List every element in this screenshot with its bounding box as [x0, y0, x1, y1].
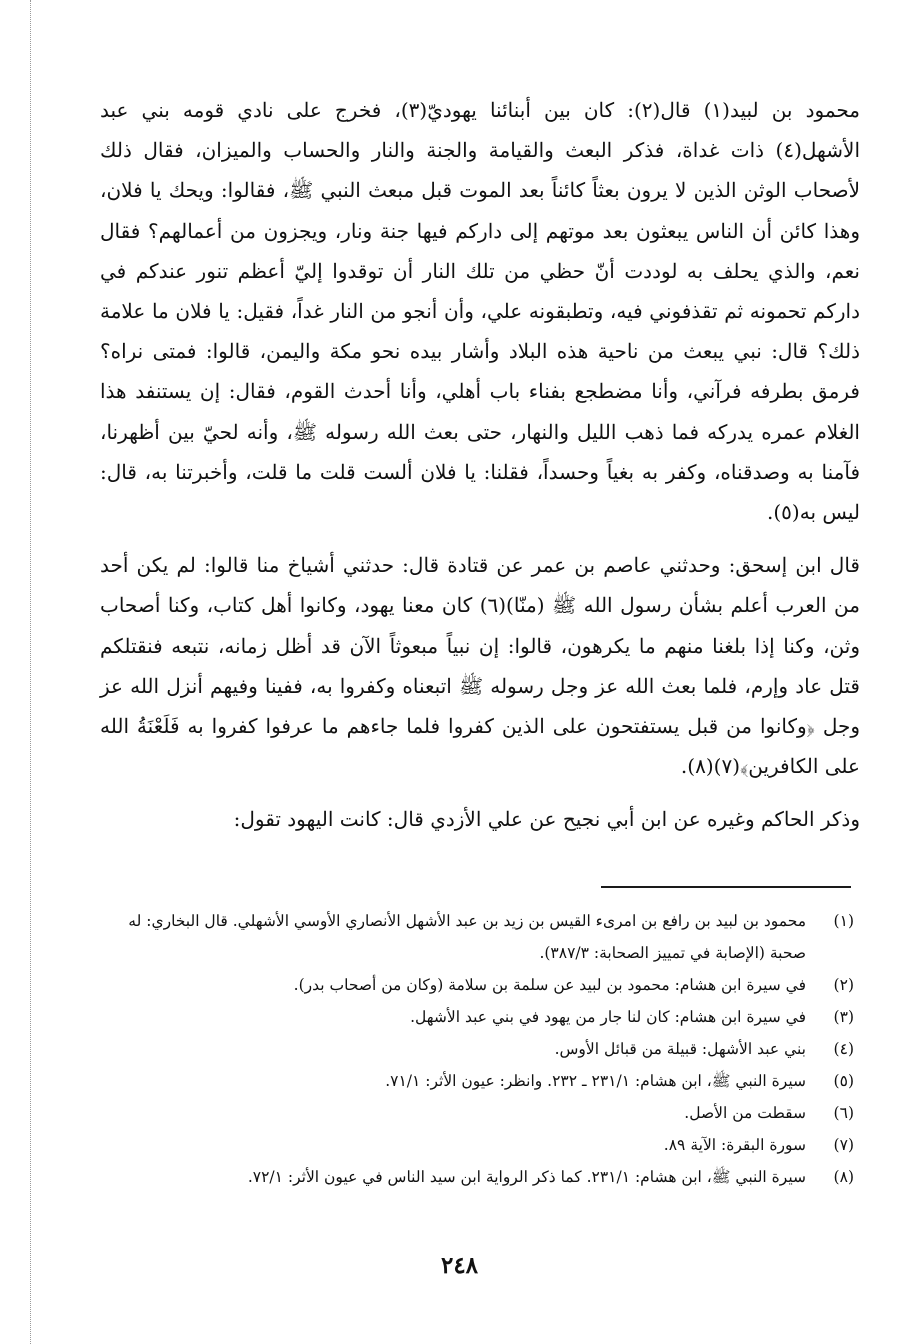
scan-edge-dotted-line [30, 0, 31, 1344]
footnote-number: (٥) [833, 1072, 854, 1090]
footnote-text: في سيرة ابن هشام: محمود بن لبيد عن سلمة بن سلامة (وكان من أصحاب بدر). [293, 976, 806, 994]
footnote-number: (٢) [833, 976, 854, 994]
footnote-4 [100, 1033, 860, 1065]
body-paragraph-3: وذكر الحاكم وغيره عن ابن أبي نجيح عن علي الأزدي قال: كانت اليهود تقول: [233, 807, 860, 832]
footnotes-list [100, 905, 860, 1193]
body-paragraph-1: محمود بن لبيد(١) قال(٢): كان بين أبنائنا يهوديّ(٣)، فخرج على نادي قومه بني عبد الأشهل(٤) ذات غداة، فذكر البعث والقيامة والجنة والنار والحساب والميزان، فقال ذلك لأصحاب الوثن الذين لا يرون بعثاً كائناً بعد الموت قبل مبعث النبي ﷺ، فقالوا: ويحك يا فلان، وهذا كائن أن الناس يبعثون بعد موتهم إلى داركم فيها جنة ونار، ويجزون من أعمالهم؟ فقال نعم، والذي يحلف به لوددت أنّ حظي من تلك النار أن توقدوا إليّ أعظم تنور عندكم في داركم تحمونه ثم تقذفوني فيه، وتطبقونه علي، وأن أنجو من النار غداً، فقيل: يا فلان ما علامة ذلك؟ قال: نبي يبعث من ناحية هذه البلاد وأشار بيده نحو مكة واليمن، قالوا: فمتى نراه؟ فرمق بطرفه فرآني، وأنا مضطجع بفناء باب أهلي، وأنا أحدث القوم، فقال: إن يستنفد هذا الغلام عمره يدركه فما ذهب الليل والنهار، حتى بعث الله رسوله ﷺ، وأنه لحيّ بين أظهرنا، فآمنا به وصدقناه، وكفر به بغياً وحسداً، فقلنا: يا فلان ألست قلت ما قلت، وأخبرتنا به، قال: ليس به(٥). [100, 98, 860, 525]
page-number: ٢٤٨ [440, 1252, 479, 1279]
body-paragraph-2: قال ابن إسحق: وحدثني عاصم بن عمر عن قتادة قال: حدثني أشياخ منا قالوا: لم يكن أحد من العرب أعلم بشأن رسول الله ﷺ (منّا)(٦) كان معنا يهود، وكانوا أهل كتاب، وكنا أصحاب وثن، وكنا إذا بلغنا منهم ما يكرهون، قالوا: إن نبياً مبعوثاً الآن قد أظل زمانه، نتبعه فنقتلكم قتل عاد وإرم، فلما بعث الله عز وجل رسوله ﷺ اتبعناه وكفروا به، ففينا وفيهم أنزل الله عز وجل ﴿وكانوا من قبل يستفتحون على الذين كفروا فلما جاءهم ما عرفوا كفروا به فَلَعْنَةُ الله على الكافرين﴾(٧)(٨). [100, 553, 860, 779]
main-text-block [100, 90, 860, 840]
footnote-number: (٦) [833, 1104, 854, 1122]
footnote-text: سورة البقرة: الآية ٨٩. [663, 1136, 806, 1154]
footnote-text: في سيرة ابن هشام: كان لنا جار من يهود في بني عبد الأشهل. [410, 1008, 806, 1026]
footnote-number: (١) [833, 912, 854, 930]
footnote-number: (٧) [833, 1136, 854, 1154]
footnote-5 [100, 1065, 860, 1097]
footnote-separator [601, 886, 851, 888]
footnote-text: بني عبد الأشهل: قبيلة من قبائل الأوس. [554, 1040, 806, 1058]
footnote-3 [100, 1001, 860, 1033]
footnote-1 [100, 905, 860, 969]
footnote-6 [100, 1097, 860, 1129]
footnote-8 [100, 1161, 860, 1193]
footnote-text: سيرة النبي ﷺ، ابن هشام: ٢٣١/١ ـ ٢٣٢. وانظر: عيون الأثر: ٧١/١. [385, 1072, 806, 1090]
footnote-text: سيرة النبي ﷺ، ابن هشام: ٢٣١/١. كما ذكر الرواية ابن سيد الناس في عيون الأثر: ٧٢/١. [247, 1168, 806, 1186]
footnote-text: محمود بن لبيد بن رافع بن امرىء القيس بن زيد بن عبد الأشهل الأنصاري الأوسي الأشهلي. قال البخاري: له صحبة (الإصابة في تمييز الصحابة: ٣٨٧/٣). [128, 912, 806, 962]
footnote-text: سقطت من الأصل. [684, 1104, 806, 1122]
footnote-7 [100, 1129, 860, 1161]
footnote-2 [100, 969, 860, 1001]
footnote-number: (٤) [833, 1040, 854, 1058]
footnote-number: (٣) [833, 1008, 854, 1026]
footnote-number: (٨) [833, 1168, 854, 1186]
